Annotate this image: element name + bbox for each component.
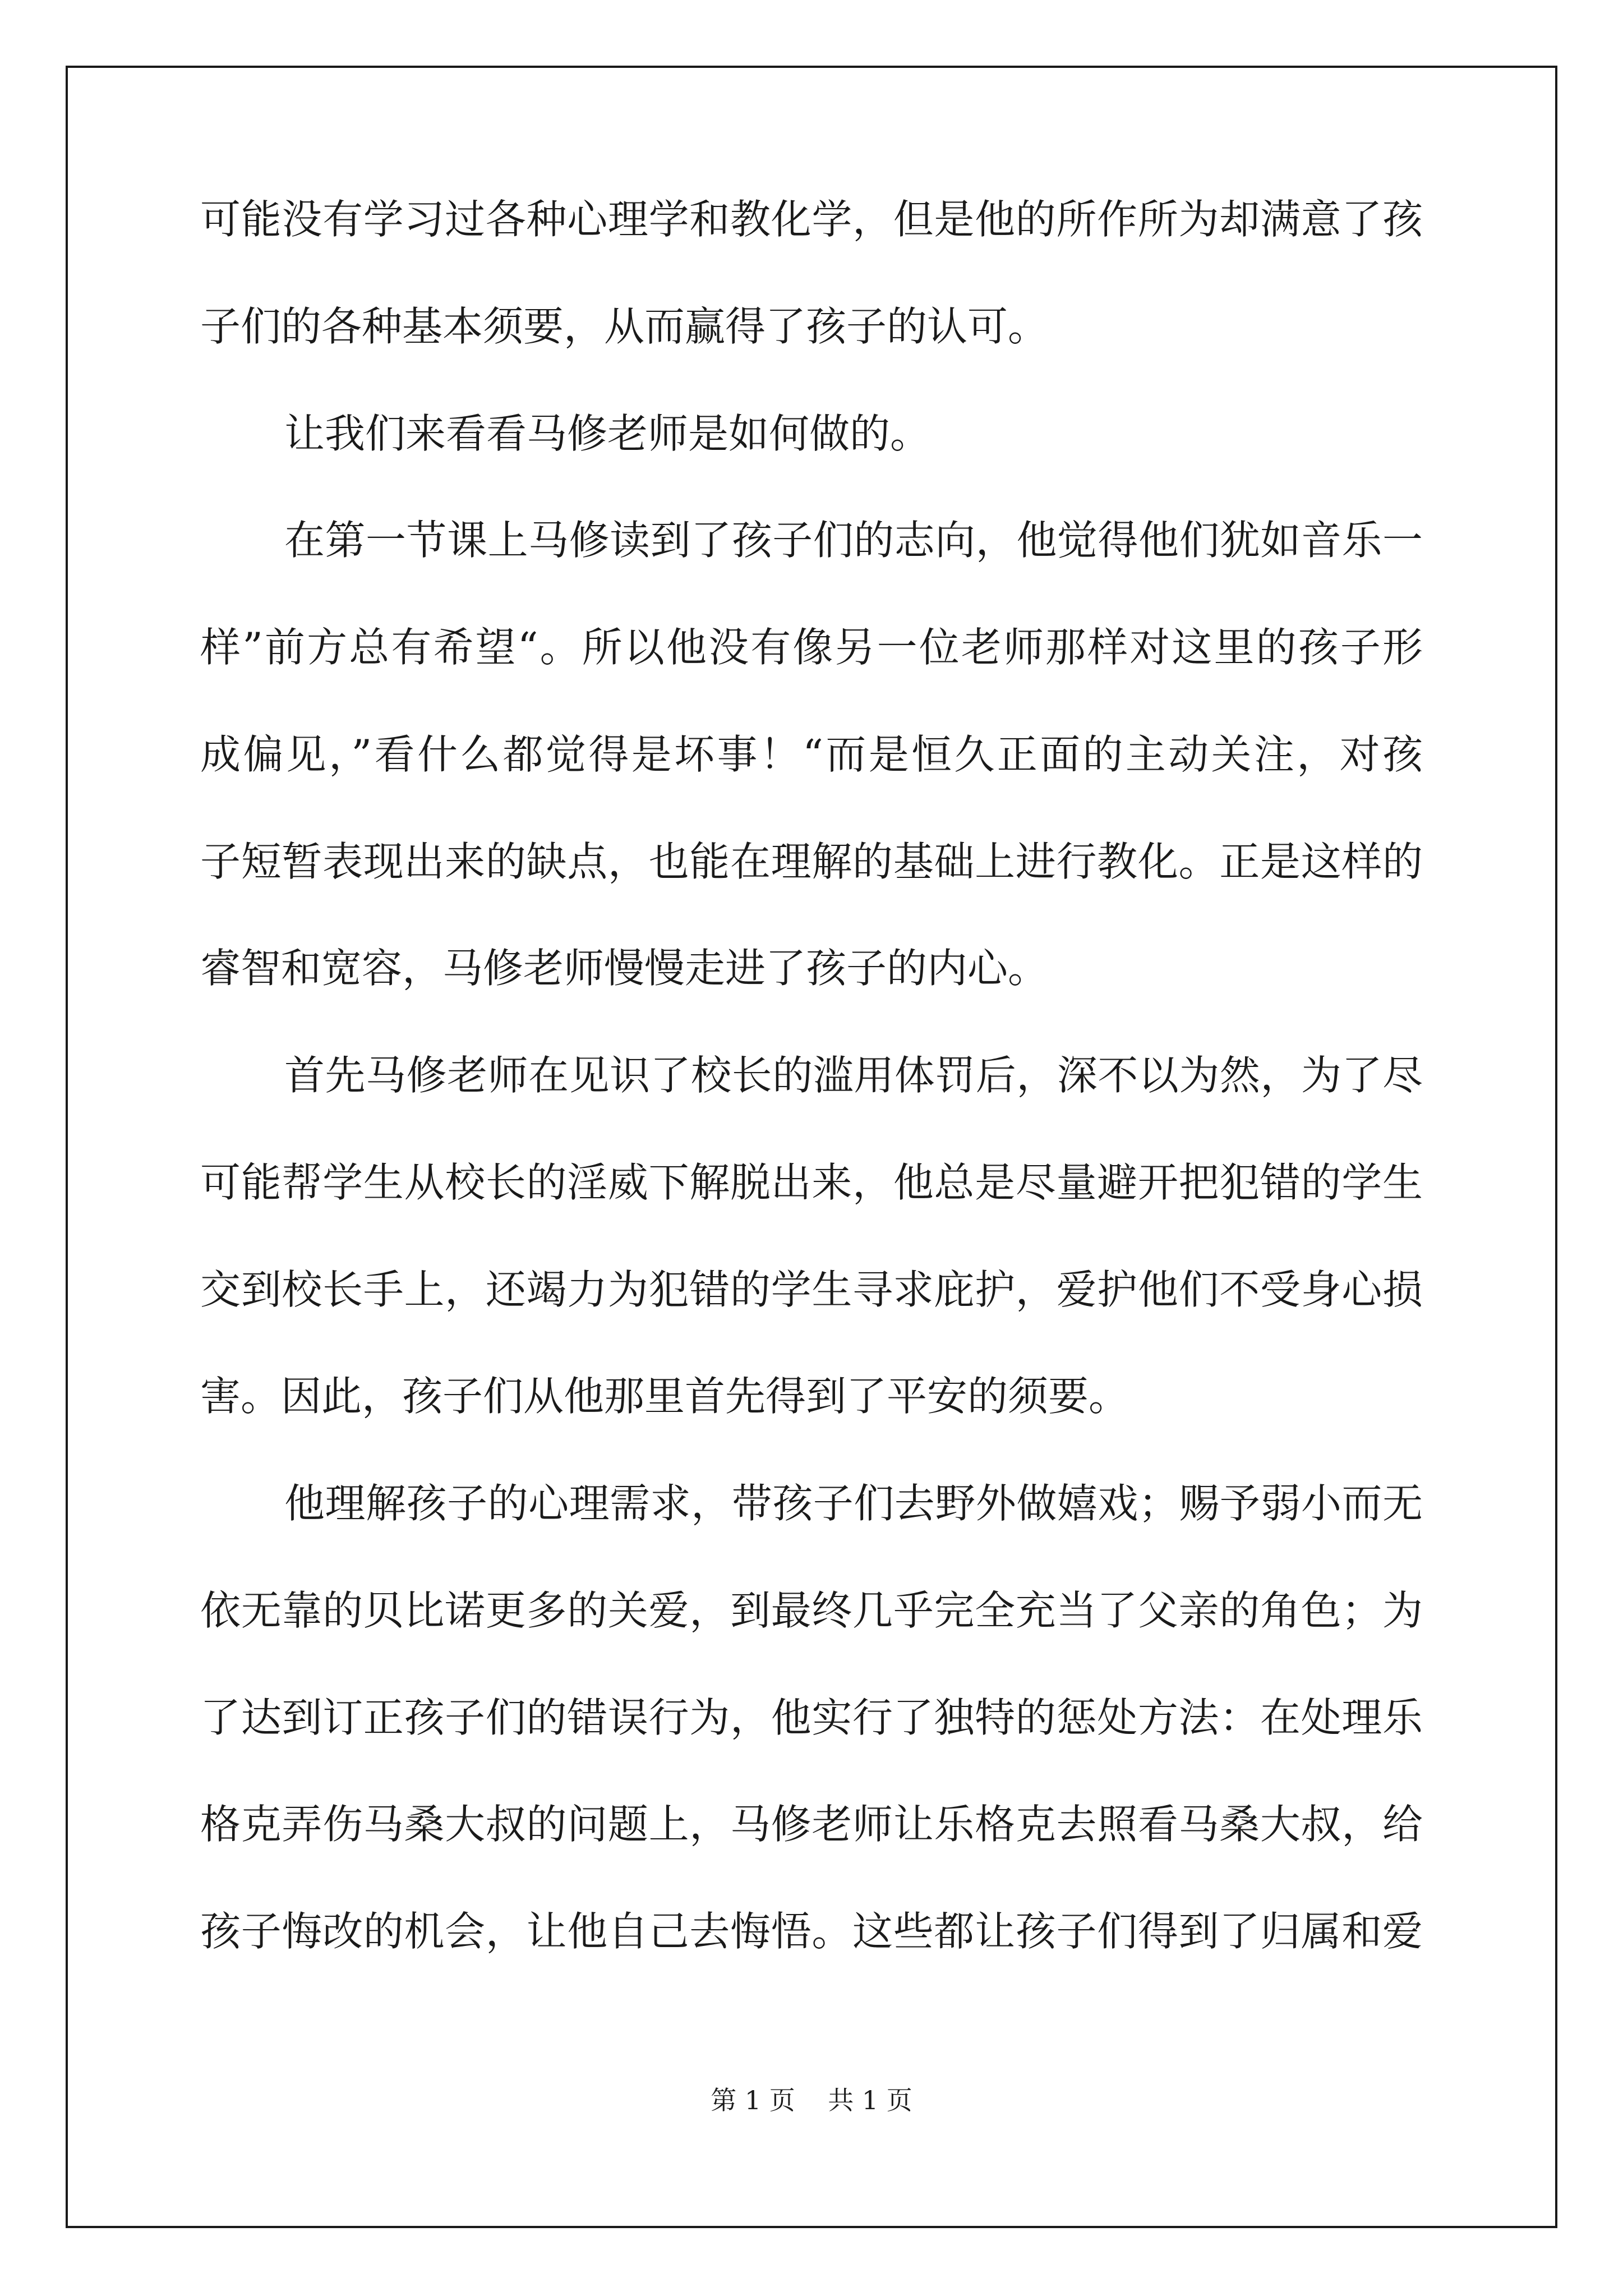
page-border [66, 66, 1557, 2228]
body-text-line: 他理解孩子的心理需求，带孩子们去野外做嬉戏；赐予弱小而无 [284, 1480, 1423, 1527]
body-text-line: 依无靠的贝比诺更多的关爱，到最终几乎完全充当了父亲的角色；为 [200, 1587, 1423, 1634]
body-text-line: 让我们来看看马修老师是如何做的。 [284, 410, 931, 457]
body-text-line: 成偏见，”看什么都觉得是坏事！“而是恒久正面的主动关注，对孩 [200, 731, 1426, 778]
body-text-line: 子们的各种基本须要，从而赢得了孩子的认可。 [200, 303, 1049, 350]
body-text-line: 了达到订正孩子们的错误行为，他实行了独特的惩处方法：在处理乐 [200, 1694, 1423, 1741]
body-text-line: 首先马修老师在见识了校长的滥用体罚后，深不以为然，为了尽 [284, 1052, 1423, 1099]
body-text-line: 交到校长手上，还竭力为犯错的学生寻求庇护，爱护他们不受身心损 [200, 1266, 1423, 1313]
body-text-line: 可能帮学生从校长的淫威下解脱出来，他总是尽量避开把犯错的学生 [200, 1159, 1423, 1206]
body-text-line: 在第一节课上马修读到了孩子们的志向，他觉得他们犹如音乐一 [284, 517, 1423, 564]
body-text-line: 孩子悔改的机会，让他自己去悔悟。这些都让孩子们得到了归属和爱 [200, 1908, 1423, 1955]
body-text-line: 格克弄伤马桑大叔的问题上，马修老师让乐格克去照看马桑大叔，给 [200, 1801, 1423, 1848]
body-text-line: 睿智和宽容，马修老师慢慢走进了孩子的内心。 [200, 945, 1049, 992]
body-text-line: 样”前方总有希望“。所以他没有像另一位老师那样对这里的孩子形 [200, 624, 1425, 671]
body-text-line: 害。因此，孩子们从他那里首先得到了平安的须要。 [200, 1373, 1129, 1420]
page-number-footer: 第 1 页 共 1 页 [711, 2085, 912, 2115]
body-text-line: 子短暂表现出来的缺点，也能在理解的基础上进行教化。正是这样的 [200, 838, 1423, 885]
body-text-line: 可能没有学习过各种心理学和教化学，但是他的所作所为却满意了孩 [200, 196, 1423, 243]
